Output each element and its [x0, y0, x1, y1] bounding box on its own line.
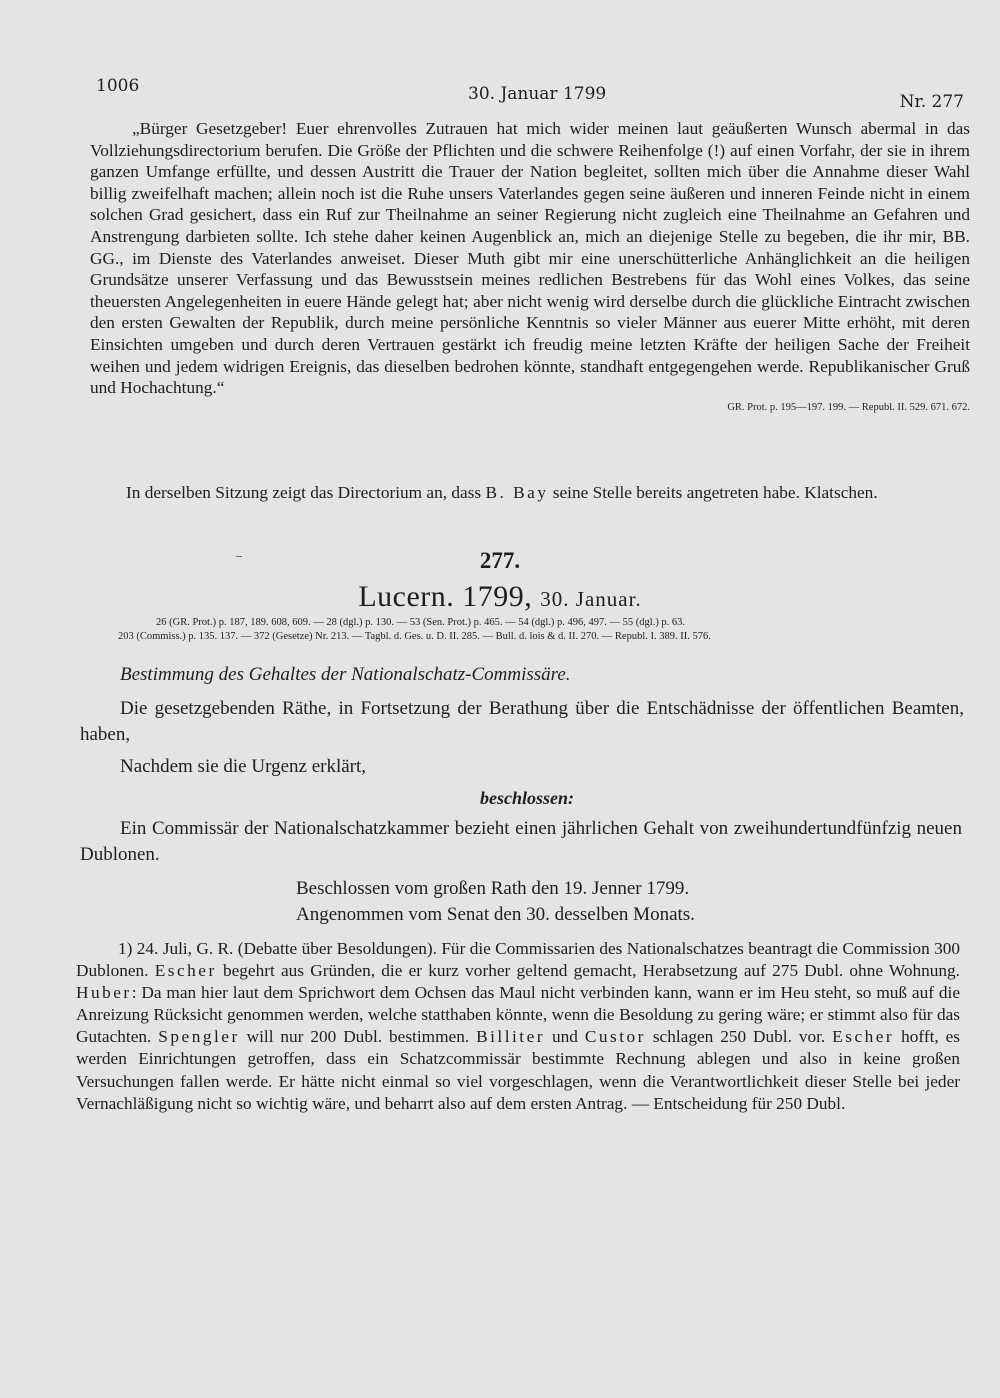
session-text-after: seine Stelle bereits angetreten habe. Klatschen. [548, 483, 878, 502]
preamble: Die gesetzgebenden Räthe, in Fortsetzung der Berathung über die Entschädnisse der öffentlichen Beamten, haben, [80, 698, 964, 745]
footnote-text: begehrt aus Gründen, die er kurz vorher geltend gemacht, Herabsetzung auf 275 Dubl. ohne Wohnung. [216, 961, 960, 981]
speech-citation: GR. Prot. p. 195—197. 199. — Republ. II. 529. 671. 672. [727, 401, 970, 413]
speaker-name: Spengler [158, 1027, 240, 1047]
closing-line-senate: Angenommen vom Senat den 30. desselben Monats. [296, 904, 695, 925]
footnote-text: schlagen 250 Dubl. vor. [645, 1027, 833, 1047]
decree-text: Ein Commissär der Nationalschatzkammer bezieht einen jährlichen Gehalt von zweihundertundfünfzig neuen Dublonen. [80, 818, 962, 865]
document-number-value: 277. [479, 548, 521, 573]
footnote-text: hofft, es werden Einrichtungen getroffen, dass ein Schatzcommissär bestimmte Rechnung ablegen und also in keine großen Versuchungen fallen werde. Er hätte nicht einmal so viel vorgeschlagen, wenn die Verantwortlichkeit dieser Stelle bei jeder Vernachläßigung nicht so wichtig wäre, und beharrt also auf dem ersten Antrag. — Entscheidung für 250 Dubl. [76, 1027, 961, 1113]
page-number: 1006 [96, 76, 140, 96]
footnote-text: will nur 200 Dubl. bestimmen. [239, 1027, 477, 1047]
document-date: 30. Januar. [540, 587, 642, 611]
footnote-text: und [545, 1027, 585, 1047]
document-place: Lucern. 1799, [358, 580, 533, 613]
speech-text: „Bürger Gesetzgeber! Euer ehrenvolles Zutrauen hat mich wider meinen laut geäußerten Wunsch abermal in das Vollziehungsdirectorium berufen. Die Größe der Pflichten und die schwere Reihenfolge (!) auf einen Vorfahr, der sie in ihrem ganzen Umfange erfüllte, und dessen Austritt die Trauer der Nation begleitet, sollten mich über die Annahme dieser Wahl billig zweifelhaft machen; allein noch ist die Ruhe unsers Vaterlandes gegen seine äußeren und inneren Feinde nicht in einem solchen Grad gesichert, dass ein Ruf zur Theilnahme an seiner Regierung nicht zugleich eine Theilnahme an Gefahren und Anstrengung darbieten sollte. Ich stehe daher keinen Augenblick an, mich an diejenige Stelle zu begeben, die ihr mir, BB. GG., im Dienste des Vaterlandes anweiset. Dieser Muth gibt mir eine unerschütterliche Anhänglichkeit an die heiligen Grundsätze unserer Verfassung und das Bewusstsein meines redlichen Bestrebens für das Wohl eines Volkes, das seine theuersten Angelegenheiten in euere Hände gelegt hat; aber nicht wenig wird derselbe durch die glückliche Eintracht zwischen den ersten Gewalten der Republik, durch meine persönliche Kenntnis so vieler Männer aus euerer Mitte erhöht, mit deren Einsichten umgeben und durch deren Vertrauen gestärkt ich freudig meine letzten Kräfte der heiligen Sache der Freiheit weihen und jedem widrigen Ereignis, das dieselben bedrohen könnte, standhaft entgegengehen werde. Republikanischer Gruß und Hochachtung.“ [90, 119, 970, 398]
references-line-2: 203 (Commiss.) p. 135. 137. — 372 (Gesetze) Nr. 213. — Tagbl. d. Ges. u. D. II. 285. — Bull. d. lois & d. II. 270. — Republ. I. 389. II. 576. [118, 630, 711, 642]
document-place-date [0, 580, 1000, 614]
document-dash: – [236, 548, 242, 562]
document-number [0, 548, 1000, 574]
speaker-name: Escher [154, 961, 217, 981]
running-header [96, 72, 964, 112]
closing-line-great-council: Beschlossen vom großen Rath den 19. Jenner 1799. [296, 878, 690, 899]
header-date: 30. Januar 1799 [468, 84, 607, 104]
speaker-name: Escher [832, 1027, 895, 1047]
person-name: B. Bay [485, 483, 549, 502]
resolved-heading: beschlossen: [480, 788, 574, 808]
session-paragraph [84, 482, 964, 504]
session-text-before: In derselben Sitzung zeigt das Directorium an, dass [126, 483, 486, 502]
footnote [76, 938, 960, 1115]
speaker-name: Billiter [476, 1027, 546, 1047]
document-title: Bestimmung des Gehaltes der Nationalschatz-Commissäre. [120, 664, 571, 685]
speaker-name: Huber [76, 983, 132, 1003]
source-references [118, 616, 948, 643]
speaker-name: Custor [584, 1027, 646, 1047]
footnote-text: 1) 24. Juli, G. R. (Debatte über Besoldungen). Für die Commissarien des Nationalschatzes beantragt die Commission 300 Dublonen. [76, 939, 960, 981]
references-line-1: 26 (GR. Prot.) p. 187, 189. 608, 609. — 28 (dgl.) p. 130. — 53 (Sen. Prot.) p. 465. — 54 (dgl.) p. 496, 497. — 55 (dgl.) p. 63. [156, 617, 686, 628]
header-document-number: Nr. 277 [899, 92, 964, 112]
footnote-text: : Da man hier laut dem Sprichwort dem Ochsen das Maul nicht verbinden kann, wann er im Heu steht, so muß auf die Anreizung Rücksicht genommen werden, welche statthaben könnte, wenn die Besoldung zu gering wäre; er stimmt also für das Gutachten. [76, 983, 960, 1047]
urgency-clause: Nachdem sie die Urgenz erklärt, [120, 756, 367, 777]
speech-paragraph [90, 118, 970, 415]
